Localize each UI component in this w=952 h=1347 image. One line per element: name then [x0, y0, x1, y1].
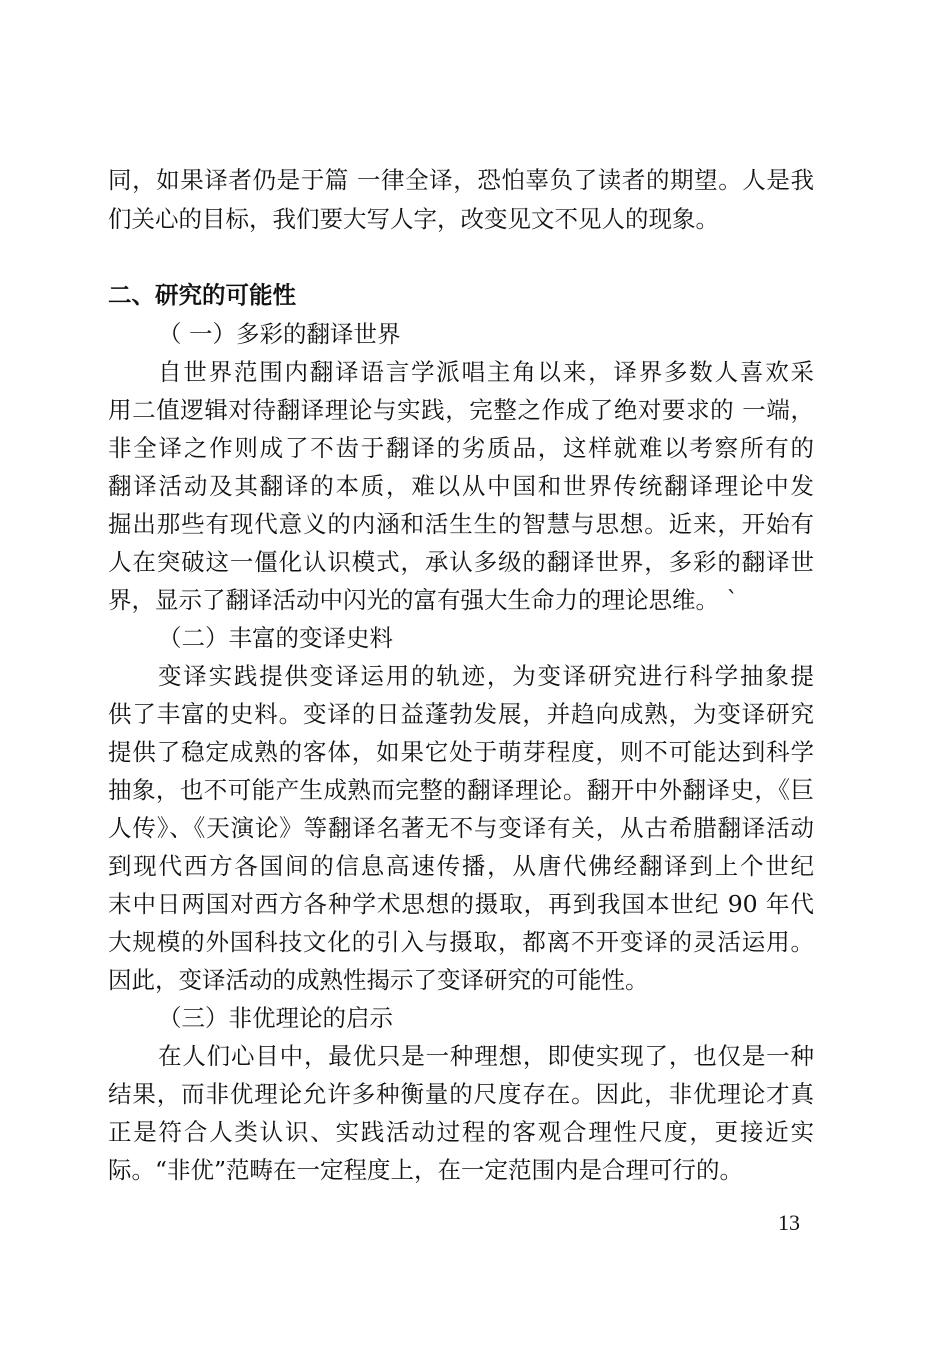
paragraph-line: 供了丰富的史料。变译的日益蓬勃发展，并趋向成熟，为变译研究	[108, 700, 814, 728]
paragraph-line: 掘出那些有现代意义的内涵和活生生的智慧与思想。近来，开始有	[108, 510, 814, 538]
paragraph-line: 际。“非优”范畴在一定程度上，在一定范围内是合理可行的。	[108, 1156, 744, 1184]
paragraph-line: 正是符合人类认识、实践活动过程的客观合理性尺度，更接近实	[108, 1118, 814, 1146]
paragraph-line: 末中日两国对西方各种学术思想的摄取，再到我国本世纪 90 年代	[108, 890, 814, 918]
paragraph-line: 自世界范围内翻译语言学派唱主角以来，译界多数人喜欢采	[158, 358, 814, 386]
subsection-title: （三）非优理论的启示	[158, 1004, 393, 1032]
paragraph-line: 大规模的外国科技文化的引入与摄取，都离不开变译的灵活运用。	[108, 928, 814, 956]
paragraph-line: 界，显示了翻译活动中闪光的富有强大生命力的理论思维。 `	[108, 586, 739, 614]
subsection-title: （ 一）多彩的翻译世界	[158, 320, 401, 348]
page-number: 13	[778, 1210, 800, 1235]
paragraph-line: 结果，而非优理论允许多种衡量的尺度存在。因此，非优理论才真	[108, 1080, 814, 1108]
paragraph-line: 人传》、《天演论》等翻译名著无不与变译有关，从古希腊翻译活动	[108, 814, 814, 842]
paragraph-line: 非全译之作则成了不齿于翻译的劣质品，这样就难以考察所有的	[108, 434, 814, 462]
section-heading: 二、研究的可能性	[108, 281, 296, 309]
paragraph-line: 同，如果译者仍是于篇 一律全译，恐怕辜负了读者的期望。人是我	[108, 166, 814, 194]
paragraph-line: 在人们心目中，最优只是一种理想，即使实现了，也仅是一种	[158, 1042, 814, 1070]
paragraph-line: 到现代西方各国间的信息高速传播，从唐代佛经翻译到上个世纪	[108, 852, 814, 880]
paragraph-line: 们关心的目标，我们要大写人字，改变见文不见人的现象。	[108, 205, 719, 233]
paragraph-line: 抽象，也不可能产生成熟而完整的翻译理论。翻开中外翻译史，《巨	[108, 776, 814, 804]
paragraph-line: 人在突破这一僵化认识模式，承认多级的翻译世界，多彩的翻译世	[108, 548, 814, 576]
paragraph-line: 用二值逻辑对待翻译理论与实践，完整之作成了绝对要求的 一端，	[108, 396, 814, 424]
paragraph-line: 因此，变译活动的成熟性揭示了变译研究的可能性。	[108, 966, 649, 994]
subsection-title: （二）丰富的变译史料	[158, 624, 393, 652]
paragraph-line: 翻译活动及其翻译的本质，难以从中国和世界传统翻译理论中发	[108, 472, 814, 500]
paragraph-line: 提供了稳定成熟的客体，如果它处于萌芽程度，则不可能达到科学	[108, 738, 814, 766]
paragraph-line: 变译实践提供变译运用的轨迹，为变译研究进行科学抽象提	[158, 662, 814, 690]
